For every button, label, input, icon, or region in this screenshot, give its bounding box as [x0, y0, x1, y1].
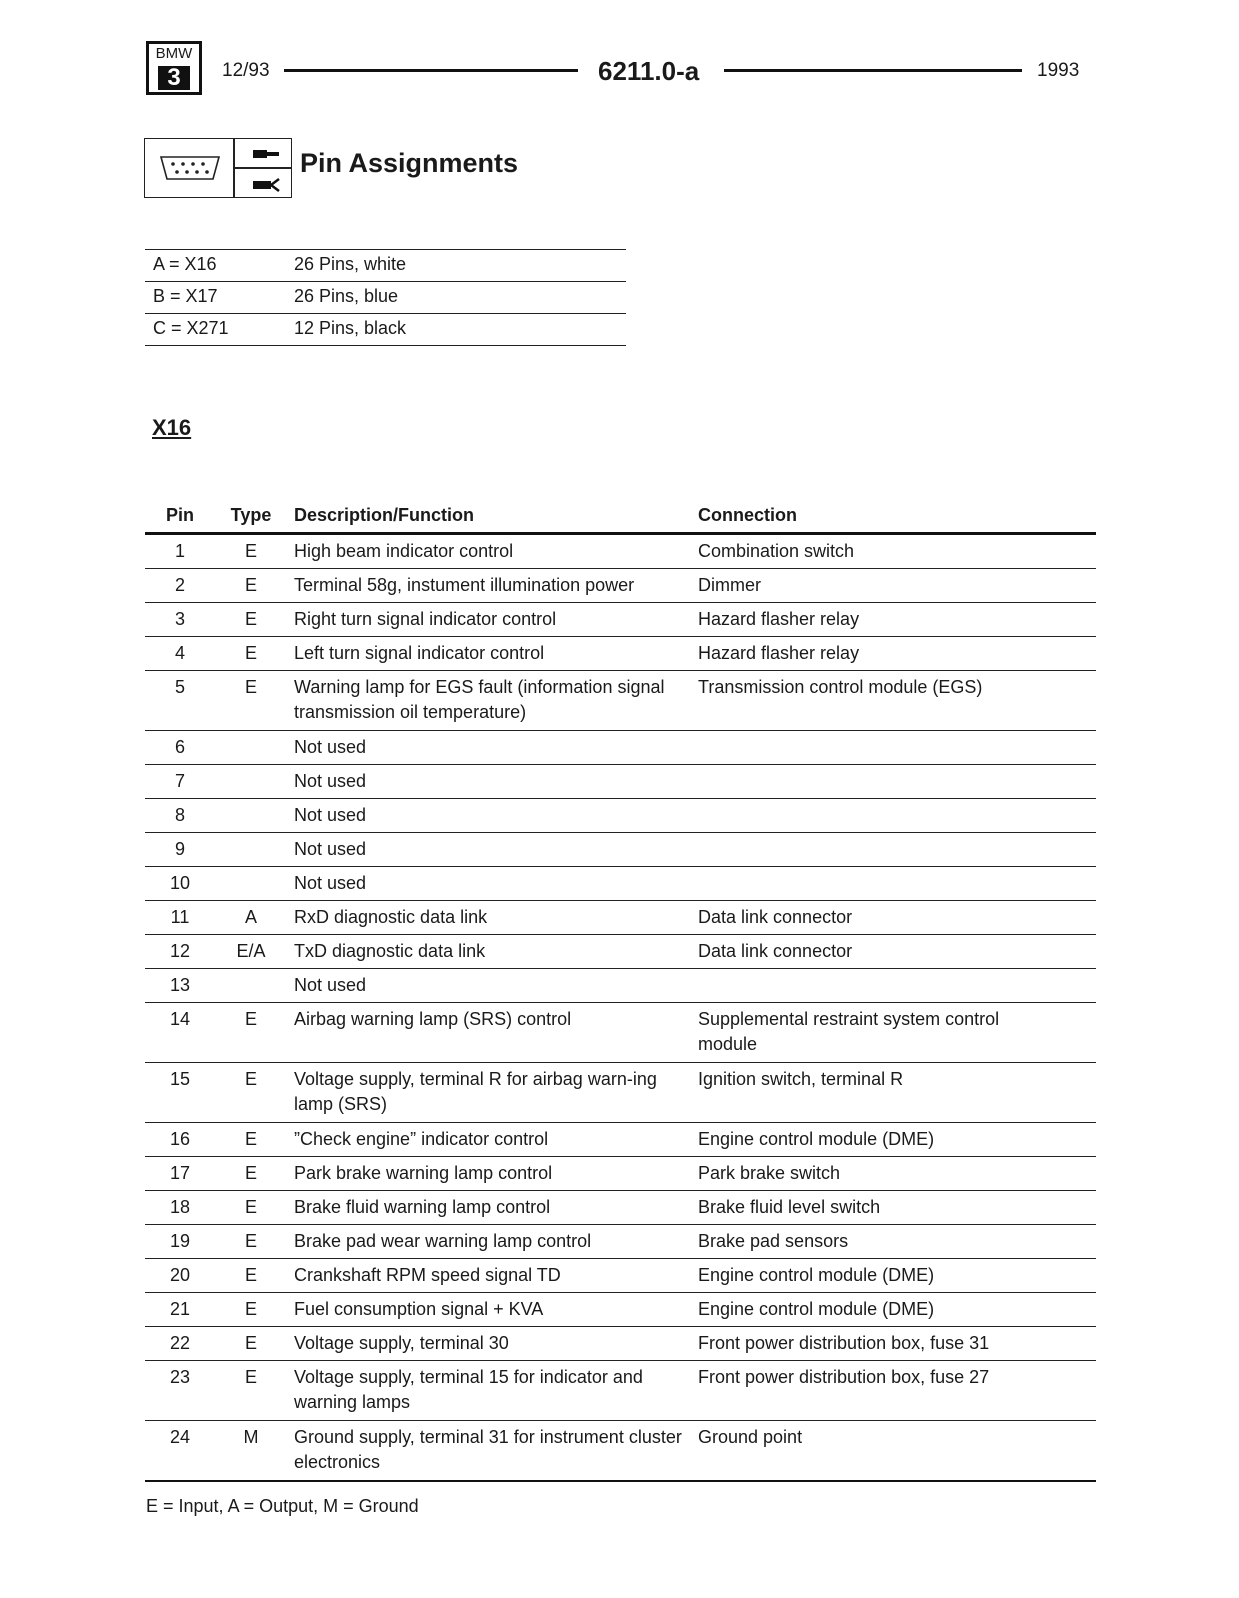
pin-description: Fuel consumption signal + KVA	[294, 1299, 544, 1319]
pin-type: E	[244, 1163, 257, 1183]
connector-id: A = X16	[153, 254, 217, 274]
pin-type: E	[244, 643, 257, 663]
connector-row	[145, 249, 626, 281]
col-header-desc: Description/Function	[294, 505, 474, 525]
plug-icon	[249, 145, 285, 163]
pin-number: 8	[174, 805, 185, 825]
pin-number: 19	[169, 1231, 191, 1251]
pin-description: Right turn signal indicator control	[294, 609, 557, 629]
pin-description: Not used	[294, 805, 367, 825]
pin-number: 16	[169, 1129, 191, 1149]
pin-number: 12	[169, 941, 191, 961]
col-header-type: Type	[230, 505, 272, 525]
pin-number: 4	[174, 643, 185, 663]
pin-type: E	[244, 1231, 257, 1251]
table-row	[145, 1157, 1096, 1191]
pin-connection: Dimmer	[698, 575, 761, 595]
pin-description: ”Check engine” indicator control	[294, 1129, 549, 1149]
table-row	[145, 1327, 1096, 1361]
pin-description: Warning lamp for EGS fault (information signal transmission oil temperature)	[294, 677, 665, 722]
table-row	[145, 671, 1096, 731]
pin-number: 5	[174, 677, 185, 697]
pin-description: Not used	[294, 771, 367, 791]
pin-connection: Hazard flasher relay	[698, 643, 860, 663]
connector-table	[145, 249, 626, 346]
pin-number: 24	[169, 1427, 191, 1447]
doc-code: 6211.0-a	[598, 56, 700, 86]
table-row	[145, 731, 1096, 765]
pin-type: E	[244, 1265, 257, 1285]
table-row	[145, 1191, 1096, 1225]
pin-connection: Hazard flasher relay	[698, 609, 860, 629]
pin-number: 1	[174, 541, 185, 561]
table-row	[145, 1063, 1096, 1123]
pin-number: 18	[169, 1197, 191, 1217]
bmw-3-series-logo	[146, 41, 202, 95]
pin-number: 15	[169, 1069, 191, 1089]
table-row	[145, 1361, 1096, 1421]
pin-number: 2	[174, 575, 185, 595]
pin-number: 22	[169, 1333, 191, 1353]
page-title: Pin Assignments	[300, 148, 519, 178]
pin-description: RxD diagnostic data link	[294, 907, 488, 927]
pin-type: A	[244, 907, 257, 927]
table-row	[145, 799, 1096, 833]
pin-connection: Front power distribution box, fuse 31	[698, 1333, 990, 1353]
pin-description: Not used	[294, 975, 367, 995]
pin-description: Not used	[294, 839, 367, 859]
connector-row	[145, 313, 626, 346]
pin-number: 23	[169, 1367, 191, 1387]
pin-type: E	[244, 1367, 257, 1387]
pin-description: High beam indicator control	[294, 541, 514, 561]
pin-connection: Supplemental restraint system control module	[698, 1009, 1000, 1054]
pin-description: Airbag warning lamp (SRS) control	[294, 1009, 572, 1029]
connector-desc: 26 Pins, white	[294, 254, 407, 274]
pin-type: E	[244, 609, 257, 629]
pin-description: Voltage supply, terminal 30	[294, 1333, 509, 1353]
logo-series: 3	[158, 66, 190, 90]
pin-type: E	[244, 1129, 257, 1149]
pin-table	[145, 532, 1096, 1482]
pin-description: Voltage supply, terminal R for airbag warn-ing lamp (SRS)	[294, 1069, 657, 1114]
header-year: 1993	[1037, 60, 1080, 81]
icon-hline	[233, 167, 291, 169]
pin-type: E	[244, 1333, 257, 1353]
pin-connection: Park brake switch	[698, 1163, 841, 1183]
pin-connection: Combination switch	[698, 541, 855, 561]
pin-number: 9	[174, 839, 185, 859]
pin-description: Brake pad wear warning lamp control	[294, 1231, 592, 1251]
pin-type: E	[244, 1069, 257, 1089]
pin-type: E	[244, 1009, 257, 1029]
pin-connection: Ground point	[698, 1427, 803, 1447]
pin-description: Terminal 58g, instument illumination power	[294, 575, 635, 595]
table-row	[145, 637, 1096, 671]
col-header-pin: Pin	[165, 505, 194, 525]
connector-id: B = X17	[153, 286, 218, 306]
connector-id: C = X271	[153, 318, 229, 338]
pin-connection: Brake fluid level switch	[698, 1197, 881, 1217]
pin-connection: Data link connector	[698, 907, 853, 927]
table-row	[145, 833, 1096, 867]
pin-number: 3	[174, 609, 185, 629]
table-row	[145, 969, 1096, 1003]
pin-type: E	[244, 677, 257, 697]
connector-row	[145, 281, 626, 313]
table-row	[145, 1421, 1096, 1482]
pin-description: Not used	[294, 737, 367, 757]
pin-type: E/A	[236, 941, 266, 961]
pin-number: 21	[169, 1299, 191, 1319]
table-row	[145, 569, 1096, 603]
table-row	[145, 1293, 1096, 1327]
pin-connection: Engine control module (DME)	[698, 1299, 935, 1319]
pin-connection: Ignition switch, terminal R	[698, 1069, 904, 1089]
pin-number: 17	[169, 1163, 191, 1183]
table-row	[145, 535, 1096, 569]
pin-type: E	[244, 575, 257, 595]
pin-description: Brake fluid warning lamp control	[294, 1197, 551, 1217]
pin-number: 14	[169, 1009, 191, 1029]
pin-connection: Engine control module (DME)	[698, 1129, 935, 1149]
header-date: 12/93	[222, 60, 270, 81]
pin-number: 13	[169, 975, 191, 995]
pin-type: M	[243, 1427, 259, 1447]
socket-icon	[249, 173, 285, 193]
pin-type: E	[244, 1197, 257, 1217]
table-row	[145, 765, 1096, 799]
table-row	[145, 1259, 1096, 1293]
type-legend-footnote: E = Input, A = Output, M = Ground	[146, 1496, 419, 1516]
pin-number: 6	[174, 737, 185, 757]
pin-connection: Brake pad sensors	[698, 1231, 849, 1251]
table-row	[145, 901, 1096, 935]
pin-description: TxD diagnostic data link	[294, 941, 486, 961]
pin-number: 20	[169, 1265, 191, 1285]
logo-brand: BMW	[155, 45, 193, 62]
pin-number: 11	[170, 907, 190, 927]
pin-connection: Data link connector	[698, 941, 853, 961]
pin-description: Park brake warning lamp control	[294, 1163, 553, 1183]
pin-description: Crankshaft RPM speed signal TD	[294, 1265, 561, 1285]
table-row	[145, 1225, 1096, 1259]
pin-description: Left turn signal indicator control	[294, 643, 545, 663]
pin-connection: Transmission control module (EGS)	[698, 677, 983, 697]
table-row	[145, 1123, 1096, 1157]
pin-number: 10	[169, 873, 191, 893]
section-heading: X16	[152, 415, 192, 440]
pin-type: E	[244, 1299, 257, 1319]
connector-desc: 26 Pins, blue	[294, 286, 399, 306]
table-row	[145, 867, 1096, 901]
pin-number: 7	[174, 771, 185, 791]
table-row	[145, 935, 1096, 969]
header-rule-left	[284, 69, 578, 72]
pin-connection: Front power distribution box, fuse 27	[698, 1367, 990, 1387]
pin-connection: Engine control module (DME)	[698, 1265, 935, 1285]
header-rule-right	[724, 69, 1022, 72]
col-header-conn: Connection	[698, 505, 797, 525]
pin-description: Not used	[294, 873, 367, 893]
connector-icon	[157, 153, 223, 183]
pin-description: Voltage supply, terminal 15 for indicator and warning lamps	[294, 1367, 643, 1412]
pin-type: E	[244, 541, 257, 561]
table-row	[145, 1003, 1096, 1063]
table-row	[145, 603, 1096, 637]
pin-description: Ground supply, terminal 31 for instrument cluster electronics	[294, 1427, 682, 1472]
connector-desc: 12 Pins, black	[294, 318, 407, 338]
pin-assignment-icon-box	[144, 138, 292, 198]
